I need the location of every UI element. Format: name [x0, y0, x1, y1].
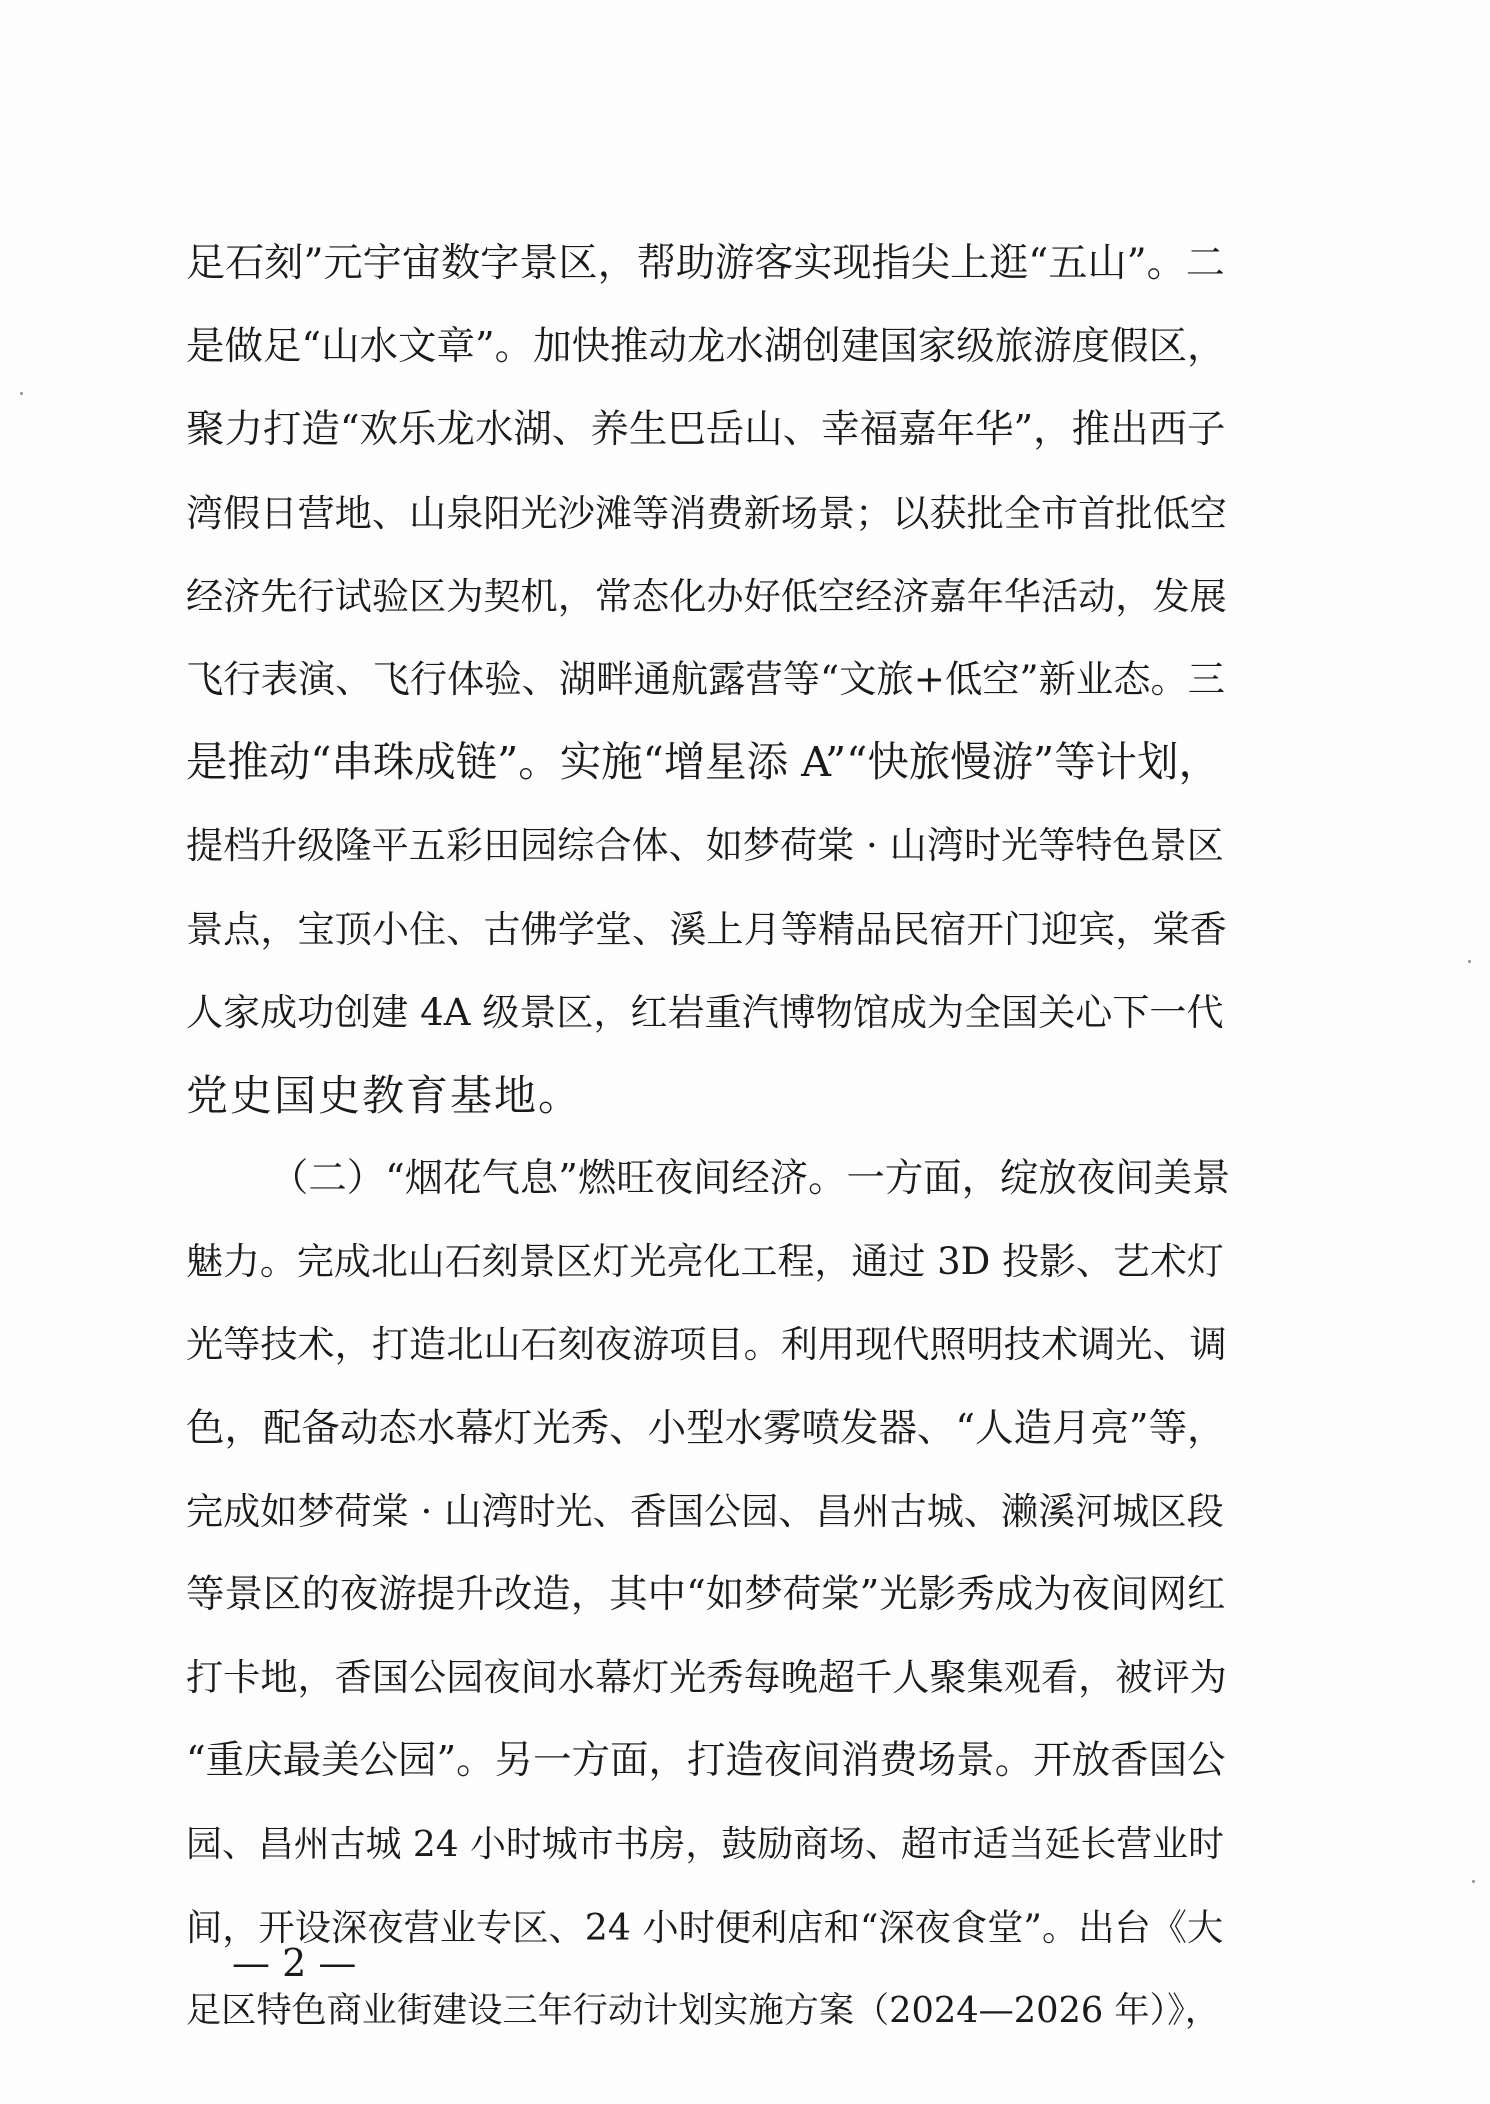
text-line: “重庆最美公园”。另一方面，打造夜间消费场景。开放香国公: [186, 1738, 1226, 1784]
text-line: 足石刻”元宇宙数字景区，帮助游客实现指尖上逛“五山”。二: [186, 241, 1225, 286]
text-line: 景点，宝顶小住、古佛学堂、溪上月等精品民宿开门迎宾，棠香: [186, 906, 1227, 951]
section-heading-line: （二）“烟花气息”燃旺夜间经济。一方面，绽放夜间美景: [270, 1156, 1231, 1202]
text-line: 湾假日营地、山泉阳光沙滩等消费新场景；以获批全市首批低空: [186, 490, 1227, 535]
text-line: 魅力。完成北山石刻景区灯光亮化工程，通过 3D 投影、艺术灯: [186, 1240, 1224, 1284]
text-line: 党史国史教育基地。: [186, 1070, 583, 1120]
scan-speck: [1472, 1880, 1475, 1883]
text-line: 人家成功创建 4A 级景区，红岩重汽博物馆成为全国关心下一代: [186, 990, 1224, 1034]
text-line: 等景区的夜游提升改造，其中“如梦荷棠”光影秀成为夜间网红: [186, 1572, 1226, 1617]
text-line: 飞行表演、飞行体验、湖畔通航露营等“文旅+低空”新业态。三: [186, 656, 1226, 701]
text-line: 经济先行试验区为契机，常态化办好低空经济嘉年华活动，发展: [186, 573, 1227, 618]
text-line: 打卡地，香国公园夜间水幕灯光秀每晚超千人聚集观看，被评为: [186, 1655, 1227, 1700]
text-line: 足区特色商业街建设三年行动计划实施方案（2024—2026 年）》，: [186, 1989, 1220, 2031]
text-line: 间，开设深夜营业专区、24 小时便利店和“深夜食堂”。出台《大: [186, 1905, 1224, 1949]
text-line: 完成如梦荷棠 · 山湾时光、香国公园、昌州古城、濑溪河城区段: [186, 1489, 1224, 1533]
text-line: 园、昌州古城 24 小时城市书房，鼓励商场、超市适当延长营业时: [186, 1823, 1224, 1865]
text-line: 色，配备动态水幕灯光秀、小型水雾喷发器、“人造月亮”等，: [186, 1405, 1226, 1451]
text-line: 是做足“山水文章”。加快推动龙水湖创建国家级旅游度假区，: [186, 324, 1226, 370]
scan-speck: [1468, 960, 1471, 963]
text-line: 光等技术，打造北山石刻夜游项目。利用现代照明技术调光、调: [186, 1322, 1227, 1367]
scan-speck: [20, 392, 23, 395]
text-line: 提档升级隆平五彩田园综合体、如梦荷棠 · 山湾时光等特色景区: [186, 824, 1224, 868]
text-line: 聚力打造“欢乐龙水湖、养生巴岳山、幸福嘉年华”，推出西子: [186, 407, 1226, 453]
body-text: [186, 222, 1288, 2052]
page-number: — 2 —: [232, 1941, 357, 1985]
text-line: 是推动“串珠成链”。实施“增星添 A”“快旅慢游”等计划，: [186, 738, 1220, 787]
